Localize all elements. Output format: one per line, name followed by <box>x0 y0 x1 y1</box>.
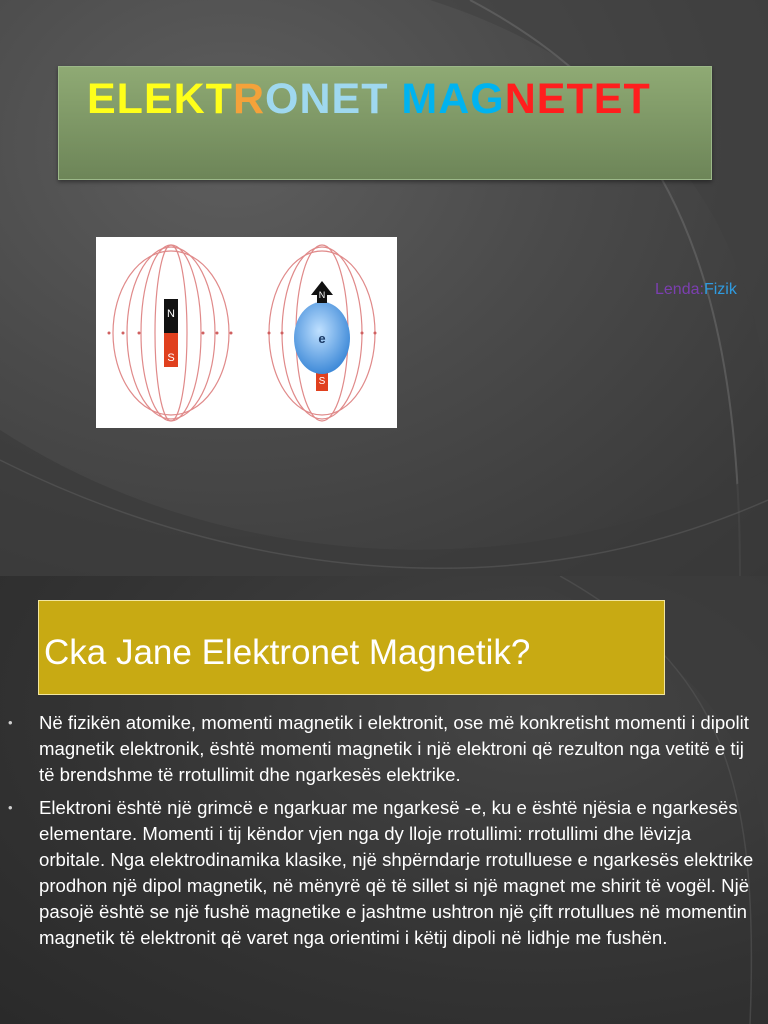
title-segment: ONET <box>265 75 402 123</box>
field-lines-diagram <box>96 237 397 428</box>
magnet-s-label: S <box>167 352 175 364</box>
title-segment: R <box>232 75 266 123</box>
slide-title <box>87 75 651 124</box>
bullet-list <box>0 710 768 958</box>
title-segment: ELEKT <box>87 75 233 123</box>
bullet-text: Në fizikën atomike, momenti magnetik i elektronit, ose më konkretisht momenti i dipolit magnetik elektronik, është momenti magnetik i një elektroni që rezulton nga vetitë e tij të brendshme të rrotullimit dhe ngarkesës elektrike. <box>39 712 749 785</box>
electron-n-label: N <box>318 290 326 300</box>
bullet-icon: • <box>8 715 13 730</box>
title-segment: MAG <box>401 75 505 123</box>
subject-value: Fizik <box>703 281 737 298</box>
electron-label: e <box>318 331 326 346</box>
slide-2 <box>0 576 768 1024</box>
list-item <box>0 710 768 788</box>
title-box <box>58 66 712 180</box>
magnet-n-label: N <box>167 308 175 320</box>
heading-box <box>38 600 665 695</box>
bullet-text: Elektroni është një grimcë e ngarkuar me ngarkesë -e, ku e është njësia e ngarkesës elementare. Momenti i tij këndor vjen nga dy lloje rrotullimi: rrotullimi dhe lëvizja orbitale. Nga elektrodinamika klasike, një shpërndarje rrotulluese e ngarkesës elektrike prodhon një dipol magnetik, në mënyrë që të sillet si një magnet me shirit të vogël. Një pasojë është se një fushë magnetike e jashtme ushtron një çift rrotullues në momentin magnetik të elektronit që varet nga orientimi i këtij dipoli në lidhje me fushën. <box>39 797 754 948</box>
list-item <box>0 795 768 951</box>
bullet-icon: • <box>8 800 13 815</box>
subject-label <box>655 281 737 299</box>
title-segment: T <box>623 75 651 123</box>
subject-key: Lenda: <box>655 281 704 298</box>
slide-heading: Cka Jane Elektronet Magnetik? <box>44 633 531 672</box>
title-segment: NETE <box>504 75 624 123</box>
magnet-electron-illustration <box>96 237 397 428</box>
electron-s-label: S <box>318 376 326 387</box>
